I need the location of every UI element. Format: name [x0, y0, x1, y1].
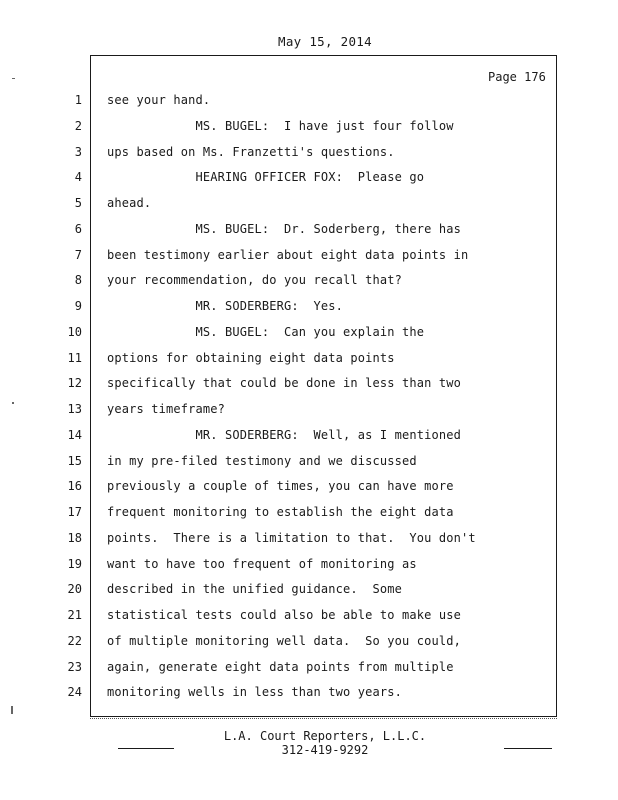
- line-text: monitoring wells in less than two years.: [107, 685, 402, 699]
- line-text: want to have too frequent of monitoring as: [107, 557, 417, 571]
- line-text: statistical tests could also be able to make use: [107, 608, 461, 622]
- line-number: 17: [67, 505, 82, 519]
- line-text: years timeframe?: [107, 402, 225, 416]
- header-date: May 15, 2014: [278, 34, 372, 49]
- scan-speck: [12, 402, 14, 404]
- line-number: 6: [74, 222, 82, 236]
- line-number: 12: [67, 376, 82, 390]
- page-number: Page 176: [488, 70, 546, 84]
- line-text: MS. BUGEL: Dr. Soderberg, there has: [107, 222, 461, 236]
- line-text: previously a couple of times, you can have more: [107, 479, 454, 493]
- line-number: 20: [67, 582, 82, 596]
- line-number: 15: [67, 454, 82, 468]
- line-number: 21: [67, 608, 82, 622]
- line-number: 5: [74, 196, 82, 210]
- line-text: ups based on Ms. Franzetti's questions.: [107, 145, 395, 159]
- line-text: your recommendation, do you recall that?: [107, 273, 402, 287]
- line-number: 14: [67, 428, 82, 442]
- line-text: been testimony earlier about eight data points in: [107, 248, 469, 262]
- line-text: options for obtaining eight data points: [107, 351, 395, 365]
- line-text: MR. SODERBERG: Yes.: [107, 299, 343, 313]
- line-number: 9: [74, 299, 82, 313]
- line-number: 16: [67, 479, 82, 493]
- line-text: ahead.: [107, 196, 152, 210]
- line-number: 23: [67, 660, 82, 674]
- line-number: 8: [74, 273, 82, 287]
- footer-dash-left: [118, 748, 174, 749]
- scan-speck: [11, 706, 13, 714]
- line-text: frequent monitoring to establish the eight data: [107, 505, 454, 519]
- line-text: MR. SODERBERG: Well, as I mentioned: [107, 428, 461, 442]
- line-number: 22: [67, 634, 82, 648]
- line-text: in my pre-filed testimony and we discussed: [107, 454, 417, 468]
- line-number: 11: [67, 351, 82, 365]
- line-text: MS. BUGEL: I have just four follow: [107, 119, 454, 133]
- line-text: specifically that could be done in less than two: [107, 376, 461, 390]
- footer-dash-right: [504, 748, 552, 749]
- line-number: 4: [74, 170, 82, 184]
- line-number: 7: [74, 248, 82, 262]
- line-number: 3: [74, 145, 82, 159]
- line-text: points. There is a limitation to that. You don't: [107, 531, 476, 545]
- footer-company: L.A. Court Reporters, L.L.C.: [223, 729, 427, 743]
- line-text: HEARING OFFICER FOX: Please go: [107, 170, 425, 184]
- line-text: see your hand.: [107, 93, 211, 107]
- line-number: 19: [67, 557, 82, 571]
- line-text: MS. BUGEL: Can you explain the: [107, 325, 425, 339]
- footer-phone: 312-419-9292: [281, 743, 369, 757]
- line-number: 18: [67, 531, 82, 545]
- line-text: of multiple monitoring well data. So you could,: [107, 634, 461, 648]
- bottom-rule: [90, 718, 557, 720]
- scan-speck: [12, 78, 15, 79]
- line-number: 13: [67, 402, 82, 416]
- line-number: 2: [74, 119, 82, 133]
- line-number: 10: [67, 325, 82, 339]
- line-text: described in the unified guidance. Some: [107, 582, 402, 596]
- line-text: again, generate eight data points from multiple: [107, 660, 454, 674]
- line-number: 24: [67, 685, 82, 699]
- line-number: 1: [74, 93, 82, 107]
